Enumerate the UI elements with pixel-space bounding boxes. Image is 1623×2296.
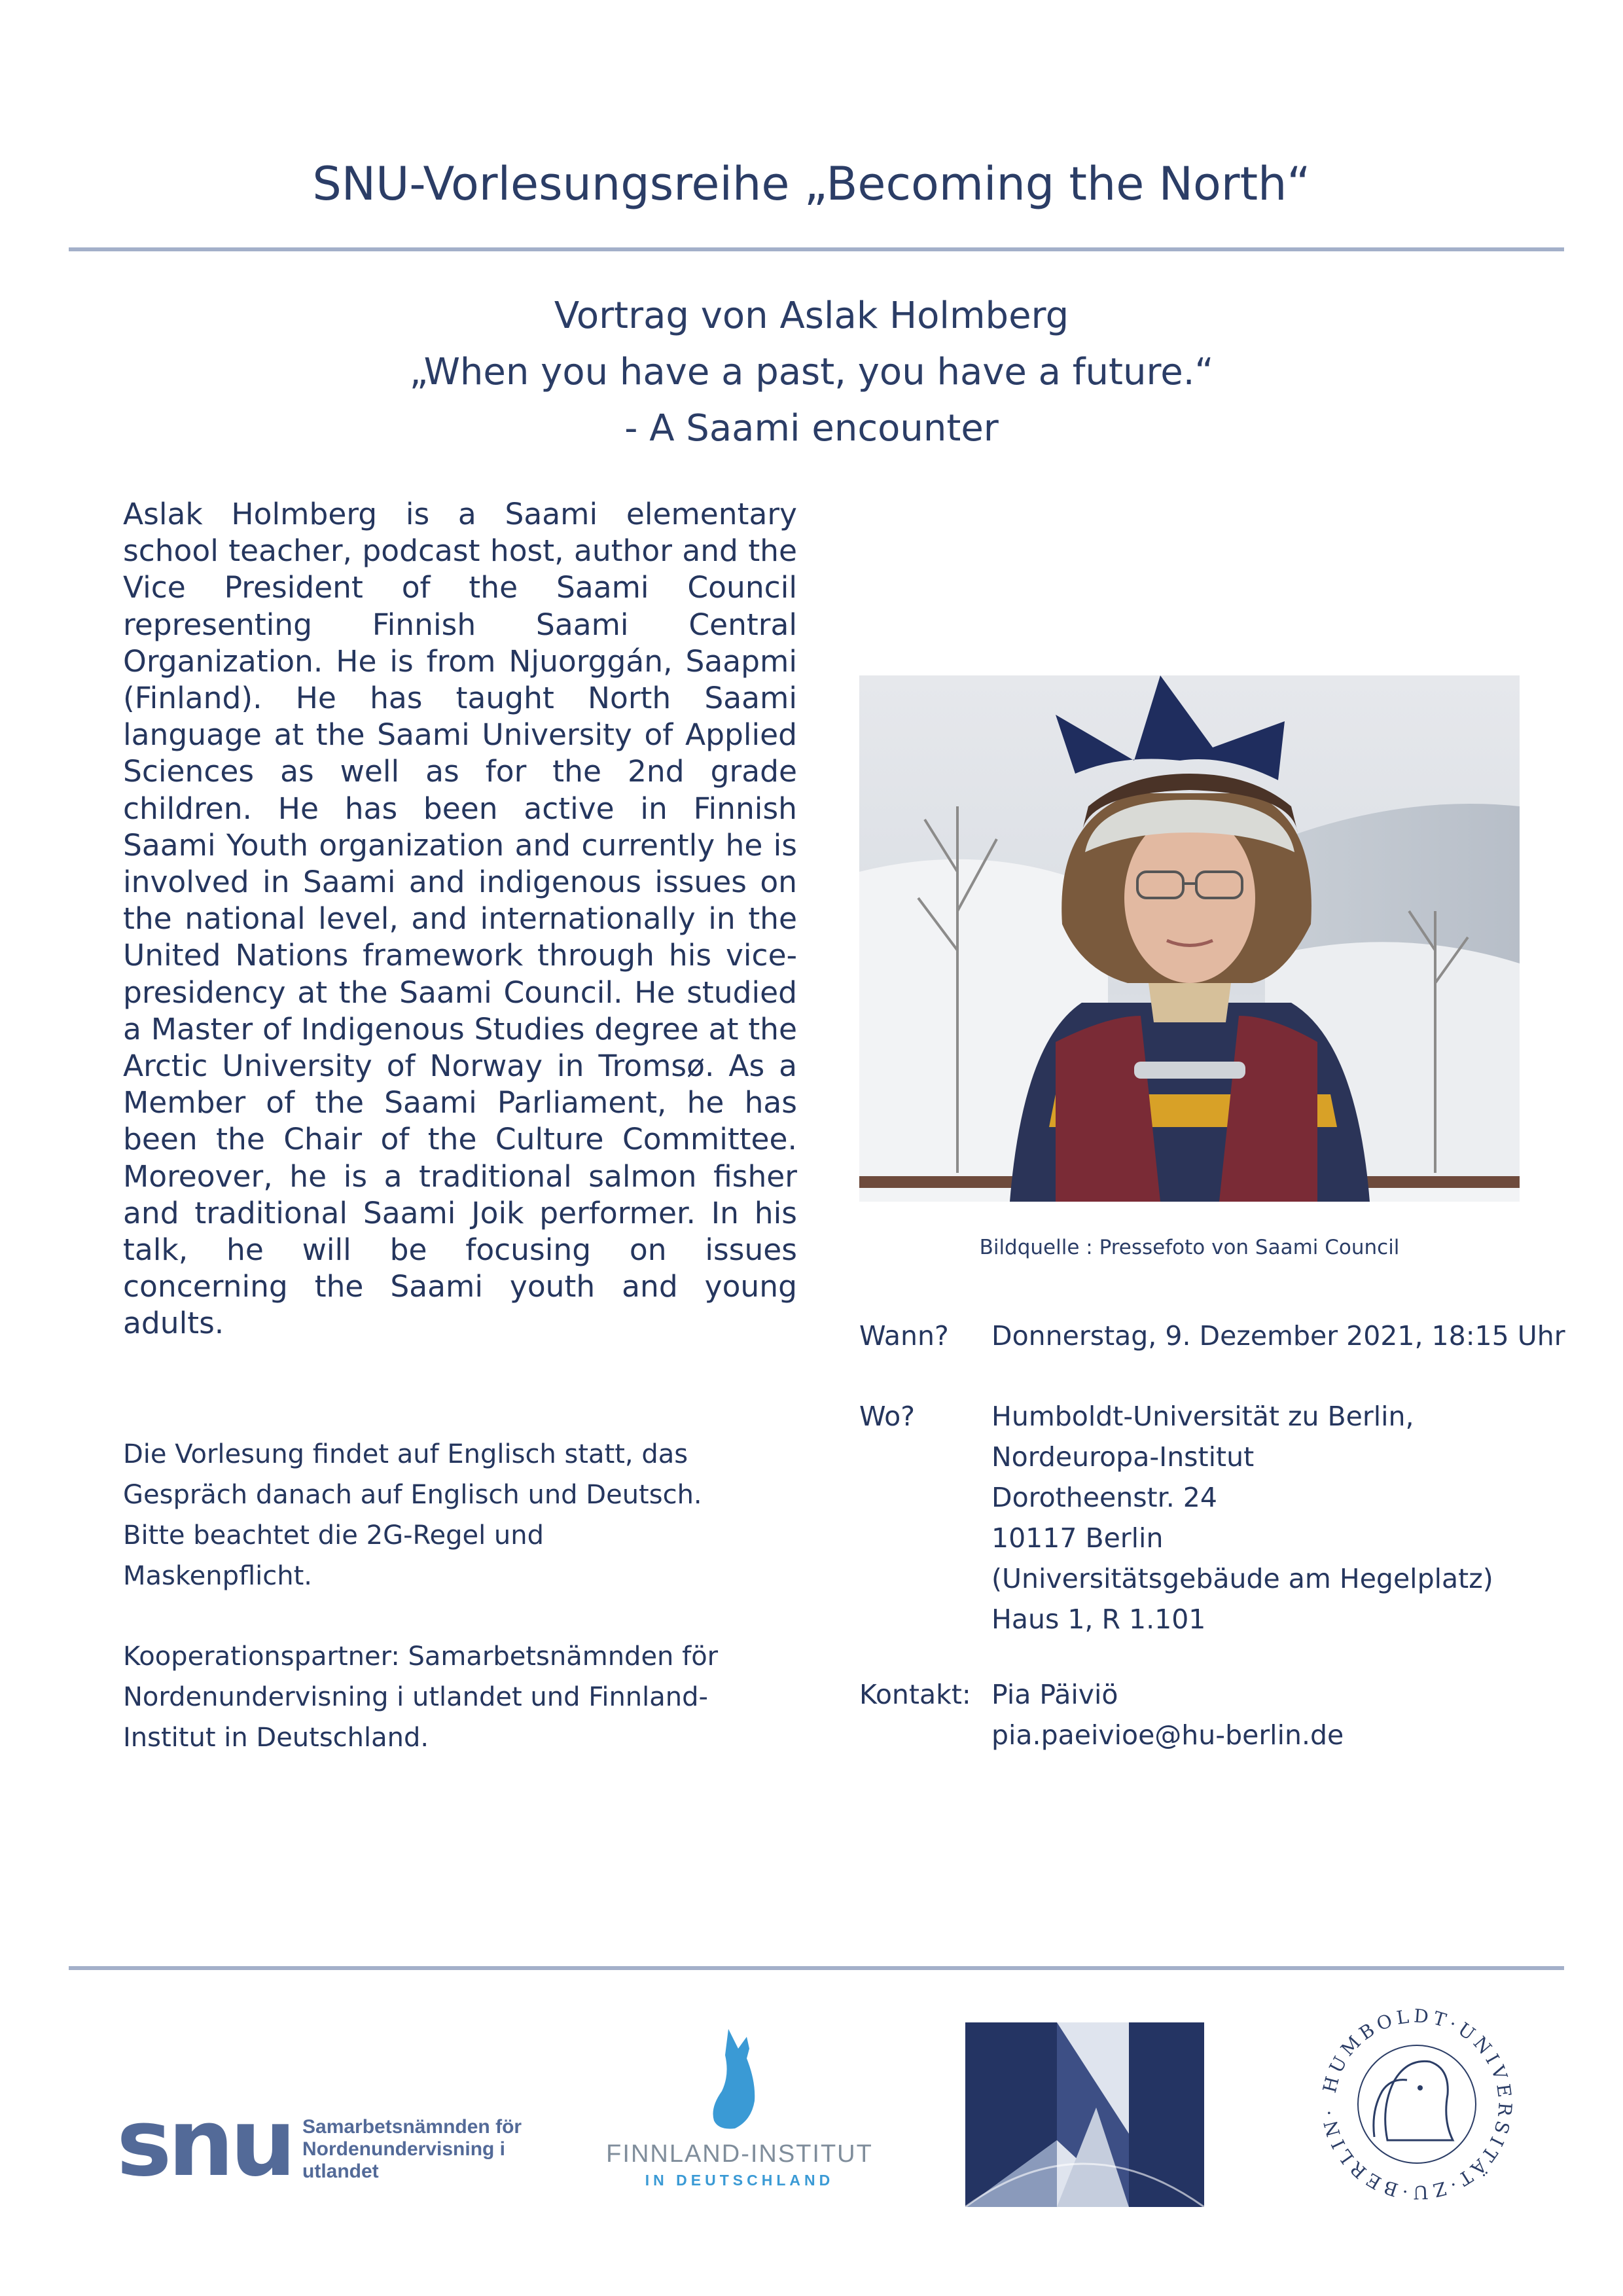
address-line: Haus 1, R 1.101 — [991, 1604, 1206, 1635]
top-divider — [69, 247, 1564, 251]
talk-title-line-2: „When you have a past, you have a future.“ — [409, 351, 1214, 393]
photo-caption: Bildquelle : Pressefoto von Saami Council — [979, 1236, 1400, 1259]
humboldt-university-seal — [1309, 1996, 1525, 2212]
snu-logo-line: Samarbetsnämnden för — [302, 2116, 522, 2138]
address-line: 10117 Berlin — [991, 1522, 1164, 1554]
language-note-line-3: Bitte beachtet die 2G-Regel und — [123, 1520, 544, 1551]
contact-name: Pia Päiviö — [991, 1679, 1118, 1710]
snu-wordmark: snu — [116, 2089, 293, 2197]
address-line: Humboldt-Universität zu Berlin, — [991, 1401, 1414, 1432]
finland-map-icon — [709, 2029, 774, 2134]
language-note — [123, 1434, 817, 1596]
speaker-photo — [859, 675, 1520, 1202]
address-line: Dorotheenstr. 24 — [991, 1482, 1217, 1513]
partners-note-line-2: Nordenundervisning i utlandet und Finnland- — [123, 1682, 708, 1712]
contact-email[interactable]: pia.paeivioe@hu-berlin.de — [991, 1719, 1344, 1751]
snu-logo-line: Nordenundervisning i — [302, 2138, 506, 2160]
talk-title — [0, 288, 1623, 457]
where-label: Wo? — [859, 1401, 915, 1432]
finnland-institut-name: FINNLAND-INSTITUT — [606, 2140, 873, 2168]
language-note-line-2: Gespräch danach auf Englisch und Deutsch. — [123, 1480, 702, 1510]
language-note-line-4: Maskenpflicht. — [123, 1561, 313, 1591]
snu-logo-line: utlandet — [302, 2161, 379, 2182]
address-line: Nordeuropa-Institut — [991, 1441, 1255, 1473]
language-note-line-1: Die Vorlesung findet auf Englisch statt, das — [123, 1439, 688, 1469]
svg-text:HUMBOLDT·UNIVERSITÄT·ZU·BERLIN: HUMBOLDT·UNIVERSITÄT·ZU·BERLIN· — [1317, 2005, 1516, 2204]
contact-info — [991, 1674, 1344, 1755]
where-address — [991, 1396, 1493, 1640]
partners-note — [123, 1636, 817, 1758]
talk-title-line-1: Vortrag von Aslak Holmberg — [554, 295, 1069, 337]
partners-note-line-3: Institut in Deutschland. — [123, 1723, 429, 1753]
speaker-bio: Aslak Holmberg is a Saami elementary school teacher, podcast host, author and the Vice President of the Saami Council representing Finnish Saami Central Organization. He is from Njuorggán, Saapmi (Finland). He has taught North Saami language at the Saami University of Applied Sciences as well as for the 2nd grade children. He has been active in Finnish Saami Youth organization and currently he is involved in Saami and indigenous issues on the national level, and internationally in the United Nations framework through his vice-presidency at the Saami Council. He studied a Master of Indigenous Studies degree at the Arctic University of Norway in Tromsø. As a Member of the Saami Parliament, he has been the Chair of the Culture Committee. Moreover, he is a traditional salmon fisher and traditional Saami Joik performer. In his talk, he will be focusing on issues concerning the Saami youth and young adults. — [123, 497, 797, 1341]
talk-title-line-3: - A Saami encounter — [624, 407, 999, 450]
when-value: Donnerstag, 9. Dezember 2021, 18:15 Uhr — [991, 1320, 1565, 1352]
contact-label: Kontakt: — [859, 1679, 971, 1710]
snu-logo-text — [302, 2116, 522, 2183]
bottom-divider — [69, 1966, 1564, 1970]
finnland-institut-subtitle: IN DEUTSCHLAND — [645, 2172, 834, 2189]
page-title: SNU-Vorlesungsreihe „Becoming the North“ — [312, 157, 1311, 211]
nordeuropa-institut-logo — [965, 2022, 1204, 2207]
when-label: Wann? — [859, 1320, 949, 1352]
partners-note-line-1: Kooperationspartner: Samarbetsnämnden för — [123, 1641, 719, 1672]
address-line: (Universitätsgebäude am Hegelplatz) — [991, 1563, 1493, 1594]
